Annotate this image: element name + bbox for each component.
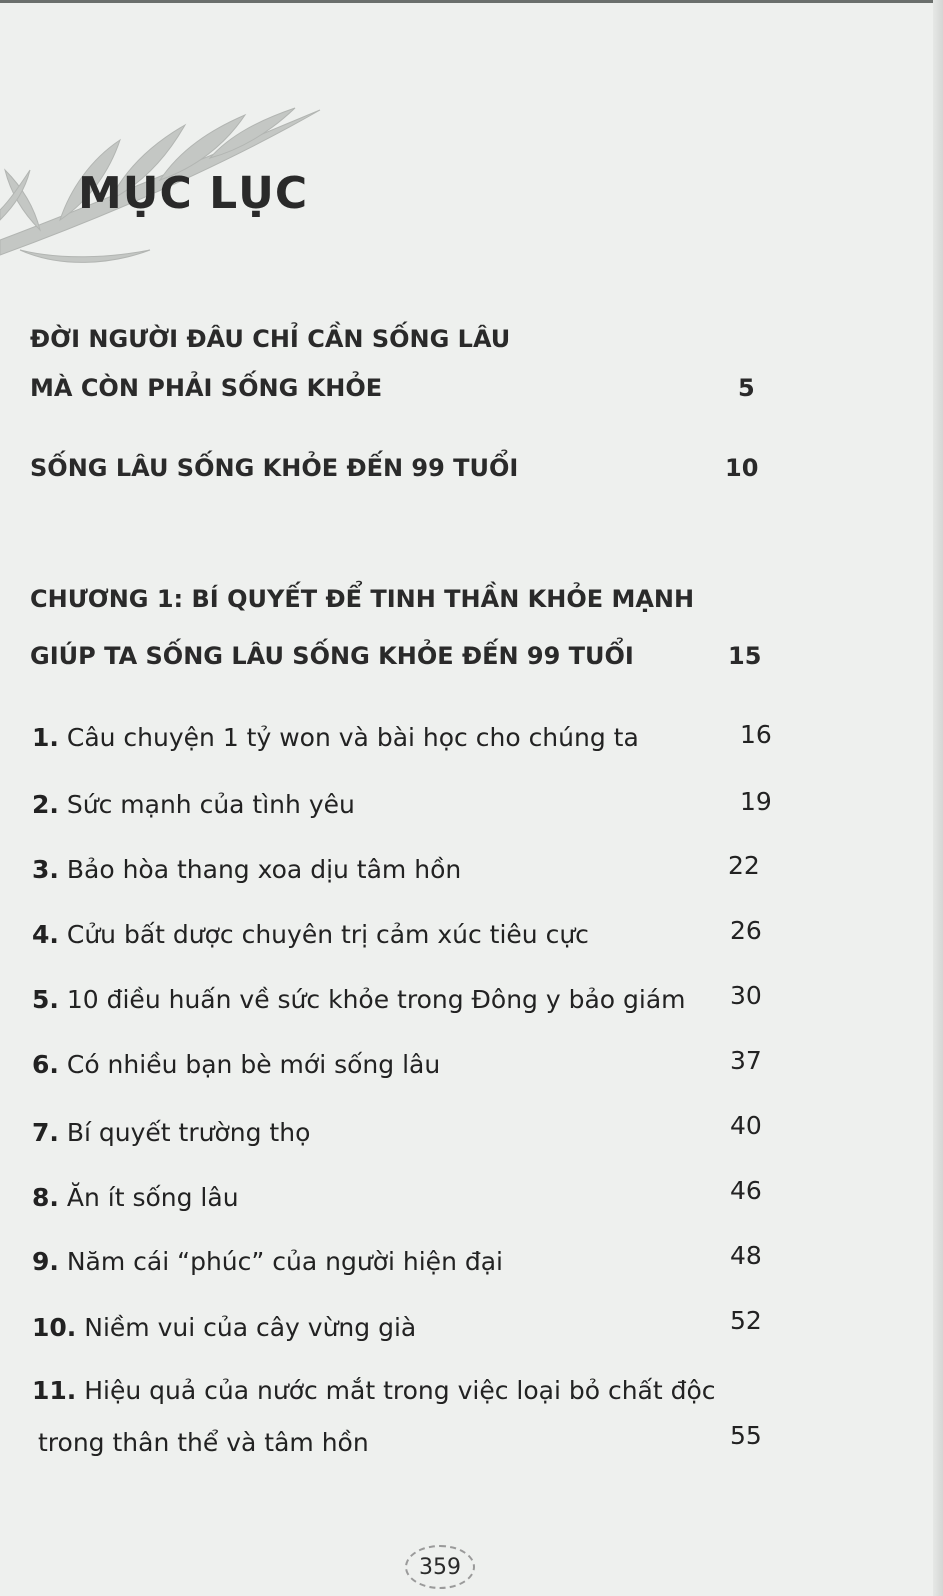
entry-number: 3. xyxy=(32,855,59,884)
page-title: MỤC LỤC xyxy=(78,168,309,219)
chapter-heading: CHƯƠNG 1: BÍ QUYẾT ĐỂ TINH THẦN KHỎE MẠNH xyxy=(30,585,695,613)
entry-text: Hiệu quả của nước mắt trong việc loại bỏ chất độc xyxy=(84,1376,716,1405)
entry-number: 2. xyxy=(32,790,59,819)
entry-text: Có nhiều bạn bè mới sống lâu xyxy=(66,1050,441,1079)
entry-text: 10 điều huấn về sức khỏe trong Đông y bảo giám xyxy=(66,985,686,1014)
entry-page: 52 xyxy=(730,1306,762,1335)
entry-text: Cửu bất dược chuyên trị cảm xúc tiêu cực xyxy=(66,920,589,949)
entry-page: 48 xyxy=(730,1241,762,1270)
entry-page: 19 xyxy=(740,787,772,816)
entry-text: Bí quyết trường thọ xyxy=(66,1118,311,1147)
entry-page: 16 xyxy=(740,720,772,749)
entry-text: Ăn ít sống lâu xyxy=(66,1183,239,1212)
entry-page: 40 xyxy=(730,1111,762,1140)
entry-number: 11. xyxy=(32,1376,77,1405)
entry-number: 8. xyxy=(32,1183,59,1212)
section-heading: ĐỜI NGƯỜI ĐÂU CHỈ CẦN SỐNG LÂU xyxy=(30,325,511,353)
entry-number: 9. xyxy=(32,1247,59,1276)
toc-entry-continuation: trong thân thể và tâm hồn xyxy=(38,1428,369,1457)
entry-page: 30 xyxy=(730,981,762,1010)
section-heading: SỐNG LÂU SỐNG KHỎE ĐẾN 99 TUỔI xyxy=(30,454,519,482)
toc-entry xyxy=(32,790,862,819)
section-page: 5 xyxy=(738,374,755,402)
entry-page: 26 xyxy=(730,916,762,945)
entry-page: 22 xyxy=(728,851,760,880)
page-edge xyxy=(933,0,943,1596)
entry-text: Bảo hòa thang xoa dịu tâm hồn xyxy=(66,855,462,884)
toc-entry xyxy=(32,1376,862,1405)
entry-text: Năm cái “phúc” của người hiện đại xyxy=(66,1247,503,1276)
section-page: 10 xyxy=(725,454,759,482)
entry-number: 10. xyxy=(32,1313,77,1342)
chapter-heading-line2: GIÚP TA SỐNG LÂU SỐNG KHỎE ĐẾN 99 TUỔI xyxy=(30,642,634,670)
entry-page: 46 xyxy=(730,1176,762,1205)
entry-number: 4. xyxy=(32,920,59,949)
entry-page: 55 xyxy=(730,1421,762,1450)
entry-number: 6. xyxy=(32,1050,59,1079)
entry-text: Niềm vui của cây vừng già xyxy=(84,1313,417,1342)
toc-entry xyxy=(32,723,862,752)
entry-number: 7. xyxy=(32,1118,59,1147)
entry-number: 1. xyxy=(32,723,59,752)
entry-text: Câu chuyện 1 tỷ won và bài học cho chúng ta xyxy=(66,723,639,752)
page-number: 359 xyxy=(405,1545,475,1589)
section-page: 15 xyxy=(728,642,762,670)
section-heading-line2: MÀ CÒN PHẢI SỐNG KHỎE xyxy=(30,374,383,402)
entry-number: 5. xyxy=(32,985,59,1014)
top-border xyxy=(0,0,943,3)
entry-text: Sức mạnh của tình yêu xyxy=(66,790,355,819)
entry-page: 37 xyxy=(730,1046,762,1075)
